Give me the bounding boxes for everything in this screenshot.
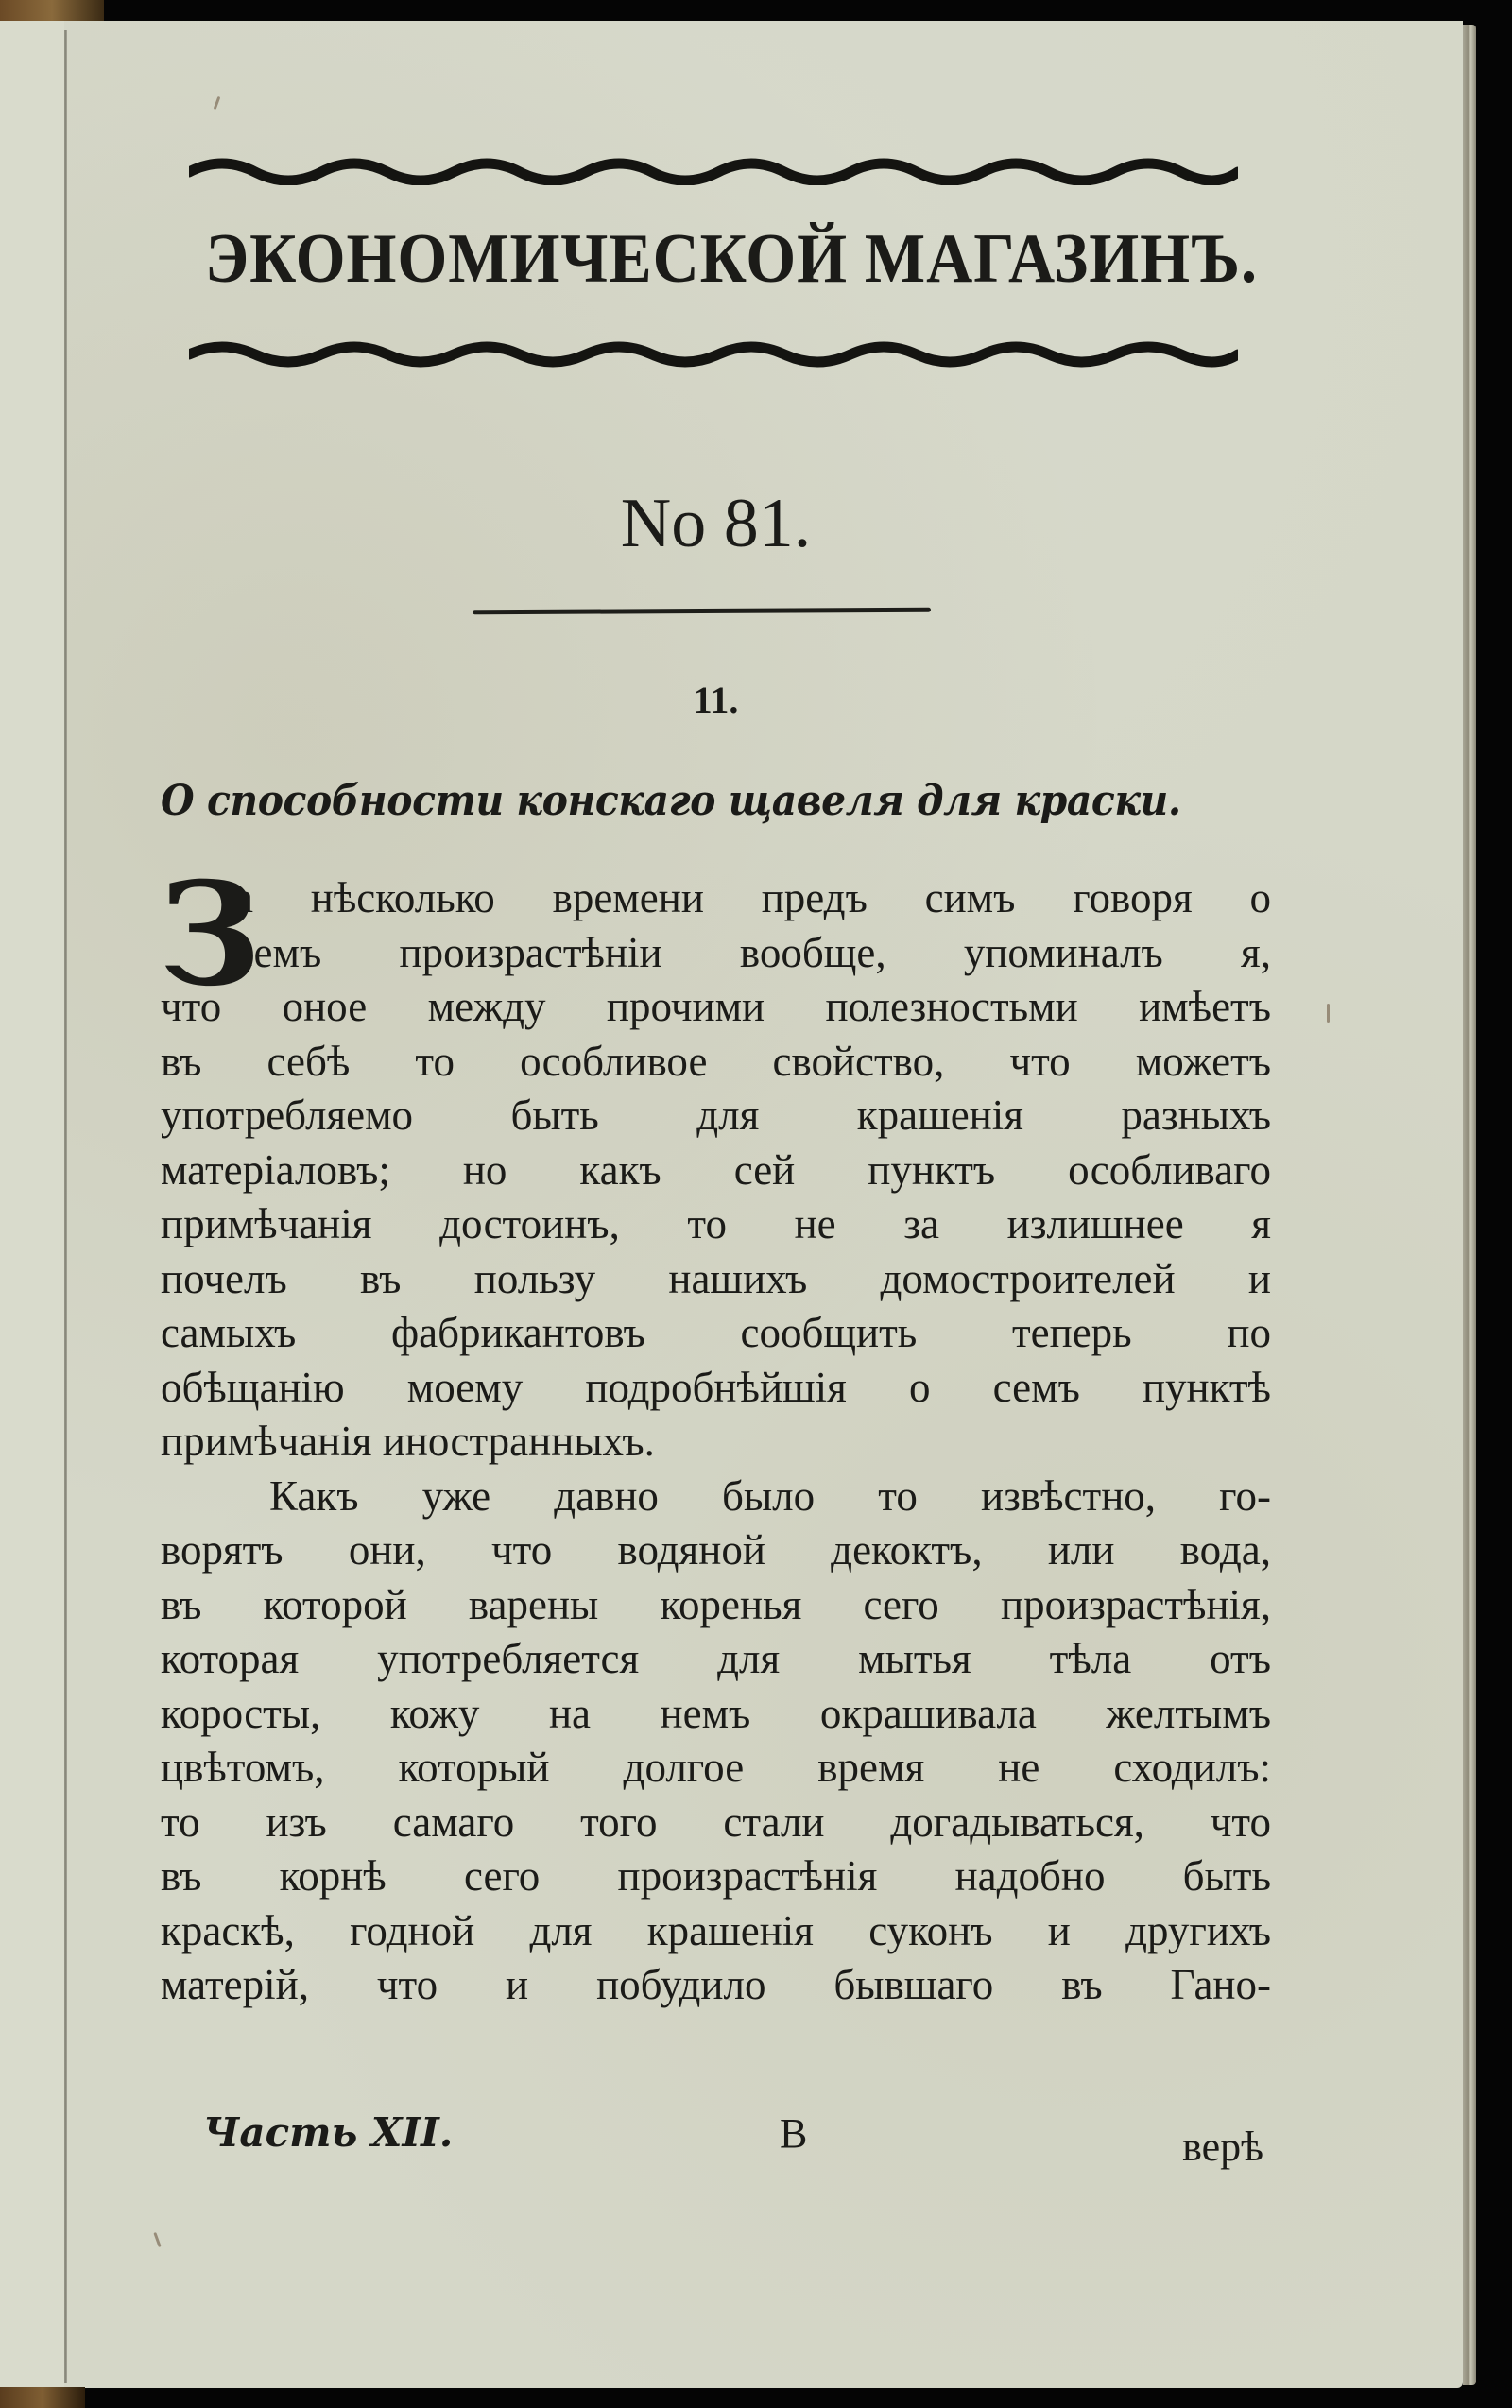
horizontal-rule [472,608,931,615]
text-line: примѣчанія иностранныхъ. [161,1418,655,1465]
magazine-title: ЭКОНОМИЧЕСКОЙ МАГАЗИНЪ. [205,220,1258,298]
text-line: коросты, кожу на немъ окрашивала желтымъ [161,1689,1271,1737]
book-binding-bottom [0,2387,85,2408]
text-line: цвѣтомъ, который долгое время не сходилъ: [161,1744,1271,1791]
catchword: верѣ [1182,2124,1263,2170]
text-line: матеріаловъ; но какъ сей пунктъ особливаго [161,1145,1271,1194]
book-page [0,21,1463,2388]
text-line: а нѣсколько времени предъ симъ говоря о [234,874,1271,921]
page-fore-edge [1463,25,1476,2385]
article-title: О способности конскаго щавеля для краски. [161,777,1181,825]
text-line: обѣщанію моему подробнѣйшія о семъ пунктѣ [161,1363,1271,1411]
text-line: самыхъ фабрикантовъ сообщить теперь по [161,1309,1271,1356]
facing-page-edge [0,21,64,2388]
text-line: краскѣ, годной для крашенія суконъ и другихъ [161,1906,1271,1954]
text-line: употребляемо быть для крашенія разныхъ [161,1092,1271,1139]
text-line: матерій, что и побудило бывшаго въ Гано- [161,1961,1271,2008]
article-body [159,851,1271,2013]
drop-cap: З [159,851,262,1018]
text-line: въ корнѣ сего произрастѣнія надобно быть [161,1852,1271,1900]
text-line: примѣчанія достоинъ, то не за излишнее я [161,1200,1271,1247]
issue-number: No 81. [620,485,812,562]
text-line: почелъ въ пользу нашихъ домостроителей и [161,1254,1271,1302]
signature-mark: В [780,2110,808,2157]
page-footer [161,2109,1271,2170]
paper-speck [214,96,221,110]
paper-speck [153,2232,161,2247]
page-gutter [64,30,67,2383]
paper-speck [1327,1004,1330,1023]
wave-ornament-icon [189,153,1238,185]
text-line: въ себѣ то особливое свойство, что можетъ [161,1037,1271,1085]
text-line: что оное между прочими полезностьми имѣетъ [161,983,1271,1030]
text-line: въ которой варены коренья сего произрастѣнія, [161,1580,1271,1628]
text-line: Какъ уже давно было то извѣстно, го- [269,1471,1271,1520]
bottom-ornament-rule [189,337,1238,370]
text-line: ворятъ они, что водяной декоктъ, или вода, [161,1526,1271,1574]
text-line: то изъ самаго того стали догадываться, что [161,1797,1271,1846]
part-label: Часть XII. [203,2109,454,2156]
top-ornament-rule [189,153,1238,185]
wave-ornament-icon [189,337,1238,370]
text-line: которая употребляется для мытья тѣла отъ [161,1635,1271,1682]
text-line: семъ произрастѣніи вообще, упоминалъ я, [234,928,1271,976]
section-number: 11. [693,679,739,721]
